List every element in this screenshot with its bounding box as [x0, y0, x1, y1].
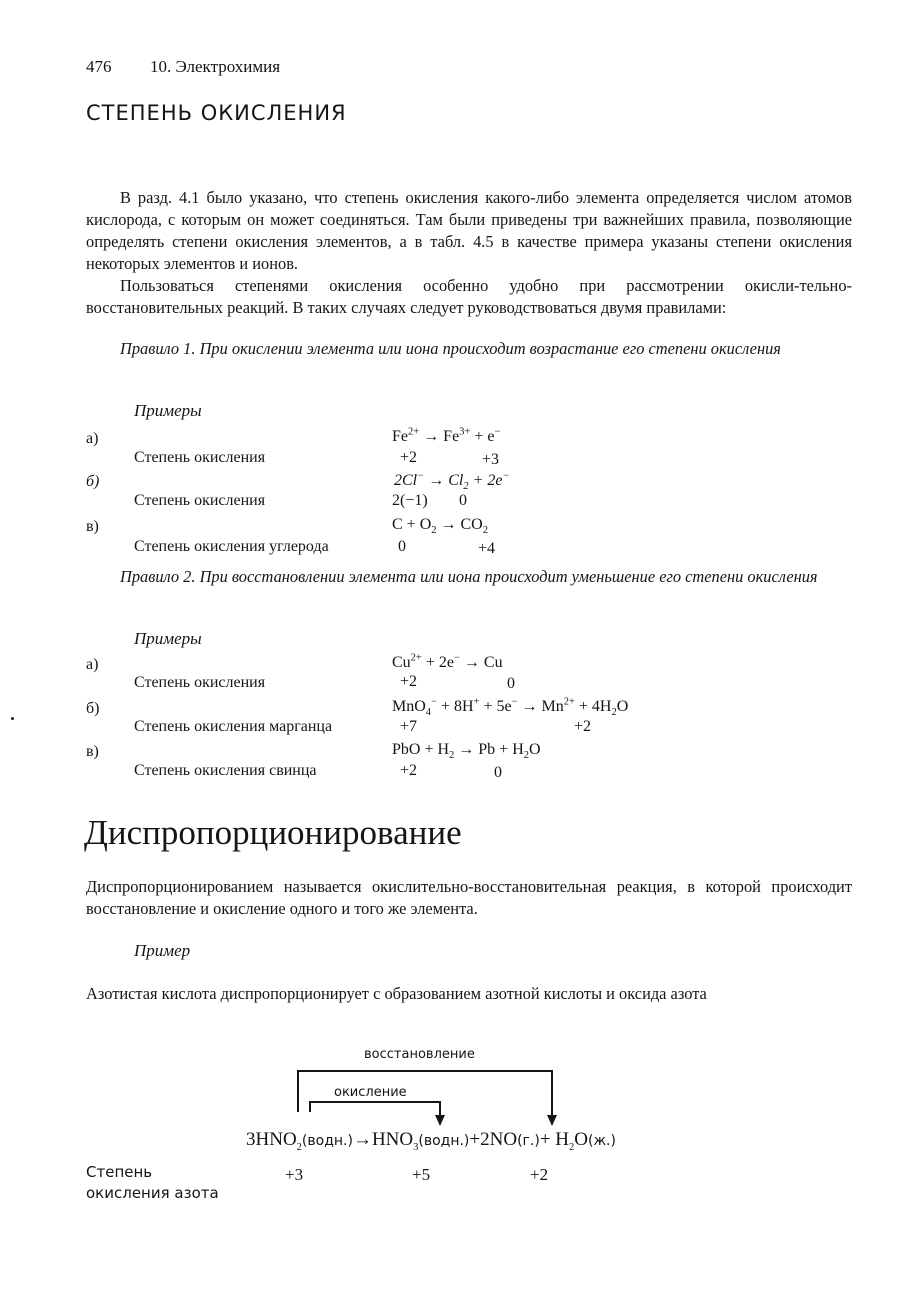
disproportionation-title: Диспропорционирование	[84, 813, 462, 852]
example2-a-equation: $Cu^{2+} + 2e^- \to Cu$	[392, 652, 503, 671]
rule-2: Правило 2. При восстановлении элемента или иона происходит уменьшение его степени окисления	[120, 567, 818, 586]
disproportionation-equation: $3HNO_2(водн.)\to HNO_3(водн.)+2NO(г.)+ H_2O(ж.)$	[246, 1129, 616, 1153]
example2-c-equation: PbO + $H_2 \to Pb + H_2O$	[392, 741, 541, 762]
example2-b-ox1: +7	[400, 718, 418, 735]
reduction-label: восстановление	[364, 1047, 475, 1062]
example2-c-ox1: +2	[400, 762, 418, 779]
examples-heading-2: Примеры	[134, 629, 202, 648]
example2-c-label: Степень окисления свинца	[134, 762, 317, 779]
example1-b-equation: $2Cl^- \to Cl_2 + 2e^-$	[394, 470, 510, 493]
example2-b-label: Степень окисления марганца	[134, 718, 333, 735]
paragraph-2: Пользоваться степенями окисления особенно удобно при рассмотрении окисли-тельно-восстановительных реакций. В таких случаях следует руководствоваться двумя правилами:	[86, 276, 852, 317]
example1-b-label: Степень окисления	[134, 492, 266, 509]
example1-b-ox2: 0	[459, 492, 467, 509]
rule-1: Правило 1. При окислении элемента или иона происходит возрастание его степени окисления	[120, 339, 781, 358]
nitrogen-ox-state-hno2: +3	[285, 1165, 304, 1184]
example1-a-equation: $Fe^{2+} \to Fe^{3+} + e^-$	[392, 426, 501, 445]
nitrogen-ox-state-no: +2	[530, 1165, 549, 1184]
example1-a-ox2: +3	[482, 451, 500, 468]
example1-c-equation: $C + O_2 \to CO_2$	[392, 516, 488, 537]
example2-a-marker: а)	[86, 656, 99, 673]
paragraph-1: В разд. 4.1 было указано, что степень окисления какого-либо элемента определяется числом атомов кислорода, с которым он может соединяться. Там были приведены три важнейших правила, позволяющие определять степени окисления элементов, а в табл. 4.5 в качестве примера указаны степени окисления некоторых элементов и ионов.	[86, 188, 852, 273]
nitrogen-ox-state-hno3: +5	[412, 1165, 431, 1184]
example2-a-ox2: 0	[507, 675, 515, 692]
example1-c-ox2: +4	[478, 540, 496, 557]
example2-b-marker: б)	[86, 700, 100, 717]
oxidation-arrowhead	[435, 1115, 445, 1126]
chapter-title: 10. Электрохимия	[150, 57, 281, 76]
example1-c-label: Степень окисления углерода	[134, 538, 329, 555]
oxidation-state-label-line1: Степень	[86, 1163, 153, 1181]
oxidation-state-label-line2: окисления азота	[86, 1184, 219, 1202]
disproportionation-definition: Диспропорционированием называется окислительно-восстановительная реакция, в которой происходит восстановление и окисление одного и того же элемента.	[86, 877, 852, 918]
example-heading: Пример	[134, 941, 191, 960]
reduction-bracket	[298, 1071, 552, 1116]
example1-a-ox1: +2	[400, 449, 418, 466]
example1-b-marker: б)	[86, 473, 100, 490]
example2-c-marker: в)	[86, 743, 99, 760]
example1-a-marker: а)	[86, 430, 99, 447]
example1-b-ox1: 2(−1)	[392, 492, 428, 509]
example2-a-ox1: +2	[400, 673, 418, 690]
margin-dot	[11, 717, 14, 720]
example2-a-label: Степень окисления	[134, 674, 266, 691]
reduction-arrowhead	[547, 1115, 557, 1126]
example1-c-marker: в)	[86, 518, 99, 535]
example1-a-label: Степень окисления	[134, 449, 266, 466]
example2-b-equation: $MnO_4^- + 8H^+ + 5e^- \to Mn^{2+} + 4H_2O$	[392, 696, 629, 719]
redox-bracket-arrows	[280, 1060, 570, 1130]
example2-c-ox2: 0	[494, 764, 502, 781]
example2-b-ox2: +2	[574, 718, 592, 735]
section-title: СТЕПЕНЬ ОКИСЛЕНИЯ	[86, 101, 347, 125]
oxidation-label: окисление	[334, 1085, 407, 1100]
examples-heading-1: Примеры	[134, 401, 202, 420]
example1-c-ox1: 0	[398, 538, 406, 555]
page-number: 476	[86, 57, 112, 76]
oxidation-bracket	[310, 1102, 440, 1116]
disproportionation-example-text: Азотистая кислота диспропорционирует с образованием азотной кислоты и оксида азота	[86, 984, 707, 1003]
